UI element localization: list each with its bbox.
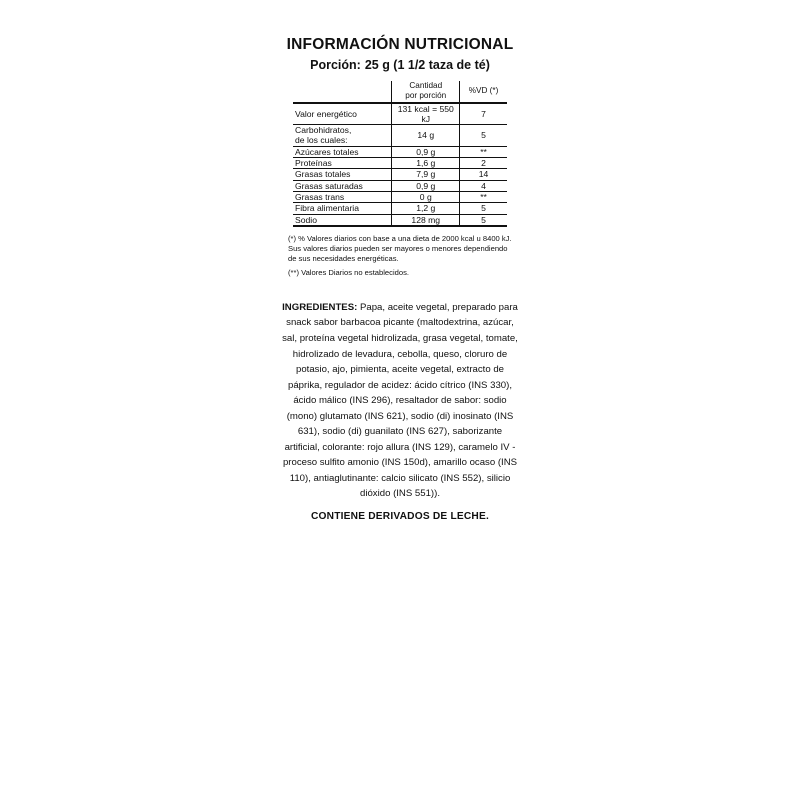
row-nutrient-name: Valor energético	[293, 103, 392, 125]
ingredients-label: INGREDIENTES:	[282, 301, 358, 313]
row-daily-value: 14	[460, 169, 507, 180]
ingredients-section	[282, 300, 518, 502]
row-daily-value: 5	[460, 125, 507, 147]
table-row	[293, 192, 507, 203]
row-quantity: 1,2 g	[392, 203, 460, 214]
table-row	[293, 180, 507, 191]
row-daily-value: **	[460, 146, 507, 157]
serving-size-label: Porción:	[310, 58, 361, 72]
row-nutrient-name-line2: de los cuales:	[295, 135, 348, 146]
table-row	[293, 169, 507, 180]
row-nutrient-name: Grasas trans	[293, 192, 392, 203]
row-quantity: 1,6 g	[392, 158, 460, 169]
row-quantity: 0,9 g	[392, 180, 460, 191]
row-daily-value: 5	[460, 203, 507, 214]
row-nutrient-name: Fibra alimentaria	[293, 203, 392, 214]
row-nutrient-name	[293, 125, 392, 147]
serving-size-value: 25 g (1 1/2 taza de té)	[364, 58, 490, 72]
row-nutrient-name: Proteínas	[293, 158, 392, 169]
table-row	[293, 214, 507, 226]
row-daily-value: 2	[460, 158, 507, 169]
row-daily-value: **	[460, 192, 507, 203]
row-nutrient-name-line1: Carbohidratos,	[295, 125, 352, 136]
header-nutrient	[293, 81, 392, 103]
row-quantity: 128 mg	[392, 214, 460, 226]
nutrition-facts-table	[293, 81, 507, 227]
header-quantity-line1: Cantidad	[409, 81, 443, 90]
allergen-statement: CONTIENE DERIVADOS DE LECHE.	[310, 510, 490, 522]
footnote-daily-values: (*) % Valores diarios con base a una dieta de 2000 kcal u 8400 kJ. Sus valores diarios pueden ser mayores o menores dependiendo de sus necesidades energéticas.	[288, 233, 512, 264]
row-quantity: 0 g	[392, 192, 460, 203]
row-quantity: 131 kcal = 550 kJ	[392, 103, 460, 125]
table-row	[293, 125, 507, 147]
row-nutrient-name: Grasas totales	[293, 169, 392, 180]
serving-size-row	[282, 58, 518, 72]
table-row	[293, 146, 507, 157]
row-nutrient-name: Azúcares totales	[293, 146, 392, 157]
table-row	[293, 203, 507, 214]
page-title: INFORMACIÓN NUTRICIONAL	[286, 36, 514, 53]
header-quantity-line2: por porción	[405, 91, 447, 101]
table-row	[293, 103, 507, 125]
header-daily-value: %VD (*)	[468, 86, 499, 96]
row-nutrient-name: Sodio	[293, 214, 392, 226]
header-quantity	[392, 81, 460, 103]
row-quantity: 14 g	[392, 125, 460, 147]
footnotes	[288, 234, 512, 278]
row-quantity: 7,9 g	[392, 169, 460, 180]
ingredients-text: Papa, aceite vegetal, preparado para snack sabor barbacoa picante (maltodextrina, azúcar, sal, proteína vegetal hidrolizada, grasa vegetal, tomate, hidrolizado de levadura, cebolla, queso, cloruro de potasio, ajo, pimienta, aceite vegetal, extracto de páprika, regulador de acidez: ácido cítrico (INS 330), ácido málico (INS 296), resaltador de sabor: sodio (mono) glutamato (INS 621), sodio (di) inosinato (INS 631), sodio (di) guanilato (INS 627), saborizante artificial, colorante: rojo allura (INS 129), caramelo IV - proceso sulfito amonio (INS 150d), amarillo ocaso (INS 110), antiaglutinante: calcio silicato (INS 552), silicio dióxido (INS 551)).	[282, 301, 518, 500]
table-header-row	[293, 81, 507, 103]
row-nutrient-name: Grasas saturadas	[293, 180, 392, 191]
row-daily-value: 7	[460, 103, 507, 125]
table-row	[293, 158, 507, 169]
row-daily-value: 5	[460, 214, 507, 226]
row-daily-value: 4	[460, 180, 507, 191]
footnote-not-established: (**) Valores Diarios no establecidos.	[288, 267, 409, 277]
row-quantity: 0,9 g	[392, 146, 460, 157]
nutrition-label	[282, 36, 518, 522]
